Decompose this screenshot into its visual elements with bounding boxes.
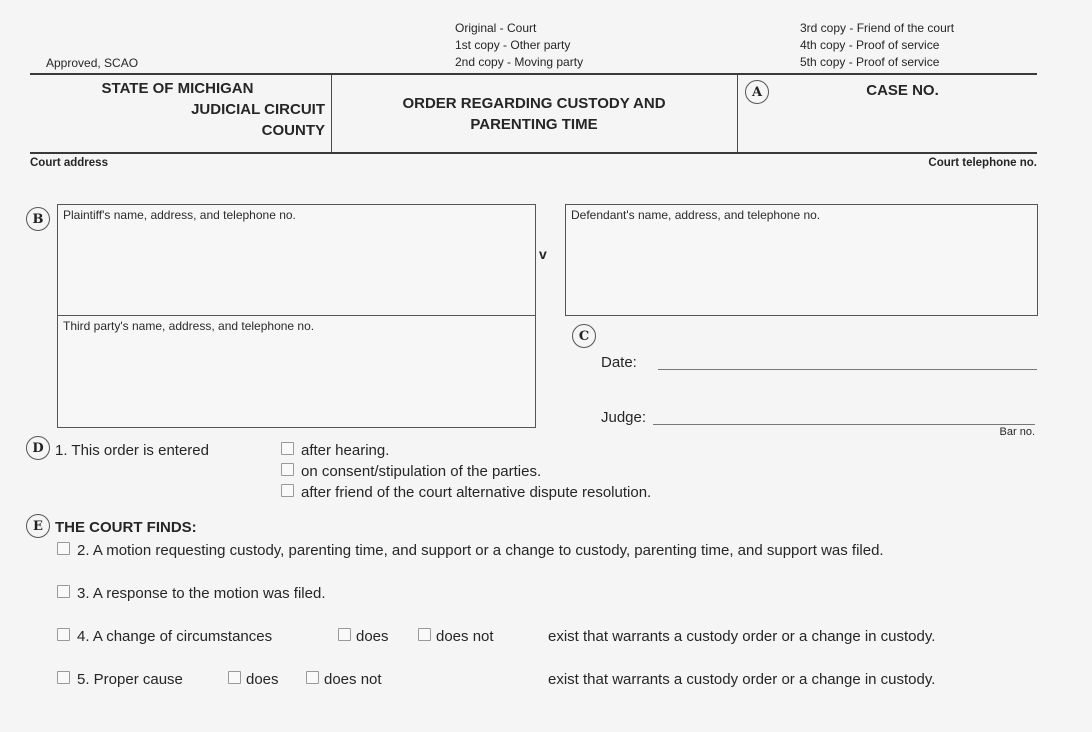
date-label: Date: xyxy=(601,354,637,371)
court-finds-heading: THE COURT FINDS: xyxy=(55,519,197,536)
item4-does-not-checkbox[interactable] xyxy=(418,628,431,641)
third-party-box-label: Third party's name, address, and telephone no. xyxy=(63,319,315,333)
copy-line: 4th copy - Proof of service xyxy=(800,38,940,52)
item5-does-label: does xyxy=(246,671,279,688)
copy-distribution-center xyxy=(455,20,583,71)
copy-line: 2nd copy - Moving party xyxy=(455,55,584,69)
item5-does-not-checkbox[interactable] xyxy=(306,671,319,684)
proper-cause-label: 5. Proper cause xyxy=(77,671,183,688)
header-top-rule xyxy=(30,73,1037,75)
item5-does-not-label: does not xyxy=(324,671,382,688)
item4-does-label: does xyxy=(356,628,389,645)
marker-b-badge: B xyxy=(26,207,50,231)
court-telephone-label: Court telephone no. xyxy=(928,157,1037,169)
copy-line: Original - Court xyxy=(455,21,537,35)
plaintiff-box[interactable] xyxy=(57,204,536,316)
item5-tail-label: exist that warrants a custody order or a change in custody. xyxy=(548,671,936,688)
foc-adr-checkbox[interactable] xyxy=(281,484,294,497)
item5-does-checkbox[interactable] xyxy=(228,671,241,684)
header-divider-right xyxy=(737,75,738,152)
marker-c-badge: C xyxy=(572,324,596,348)
response-filed-label: 3. A response to the motion was filed. xyxy=(77,585,326,602)
form-title-line: ORDER REGARDING CUSTODY AND xyxy=(402,95,666,112)
consent-stipulation-checkbox[interactable] xyxy=(281,463,294,476)
item4-does-not-label: does not xyxy=(436,628,494,645)
after-hearing-checkbox[interactable] xyxy=(281,442,294,455)
item4-tail-label: exist that warrants a custody order or a change in custody. xyxy=(548,628,936,645)
finding-item-2 xyxy=(57,540,884,561)
judge-line[interactable] xyxy=(653,407,1035,425)
marker-e-badge: E xyxy=(26,514,50,538)
header-bottom-rule xyxy=(30,152,1037,154)
motion-filed-checkbox[interactable] xyxy=(57,542,70,555)
third-party-box[interactable] xyxy=(57,315,536,428)
item4-does-checkbox[interactable] xyxy=(338,628,351,641)
foc-adr-label: after friend of the court alternative dispute resolution. xyxy=(301,484,652,501)
change-circumstances-checkbox[interactable] xyxy=(57,628,70,641)
copy-distribution-right xyxy=(800,20,954,71)
marker-d-badge: D xyxy=(26,436,50,460)
approved-scao-label: Approved, SCAO xyxy=(46,56,139,70)
county-label: COUNTY xyxy=(261,122,325,139)
consent-stipulation-label: on consent/stipulation of the parties. xyxy=(301,463,542,480)
state-of-michigan-label: STATE OF MICHIGAN xyxy=(101,80,254,97)
order-entered-lead: 1. This order is entered xyxy=(55,442,209,459)
case-no-field[interactable] xyxy=(775,100,1030,148)
bar-no-label: Bar no. xyxy=(999,426,1035,438)
judge-label: Judge: xyxy=(601,409,647,426)
finding-item-3 xyxy=(57,583,325,604)
case-no-label: CASE NO. xyxy=(866,82,939,99)
versus-label: v xyxy=(539,246,547,262)
copy-line: 1st copy - Other party xyxy=(455,38,571,52)
defendant-box[interactable] xyxy=(565,204,1038,316)
marker-a-badge: A xyxy=(745,80,769,104)
order-entered-option xyxy=(281,461,541,482)
form-title-line: PARENTING TIME xyxy=(470,116,598,133)
copy-line: 3rd copy - Friend of the court xyxy=(800,21,955,35)
motion-filed-label: 2. A motion requesting custody, parenting time, and support or a change to custody, parenting time, and support was filed. xyxy=(77,542,884,559)
form-title xyxy=(331,93,737,135)
copy-line: 5th copy - Proof of service xyxy=(800,55,940,69)
judicial-circuit-label: JUDICIAL CIRCUIT xyxy=(191,101,325,118)
proper-cause-checkbox[interactable] xyxy=(57,671,70,684)
court-address-label: Court address xyxy=(30,157,108,169)
after-hearing-label: after hearing. xyxy=(301,442,390,459)
date-line[interactable] xyxy=(658,352,1037,370)
order-entered-option xyxy=(281,440,389,461)
change-circumstances-label: 4. A change of circumstances xyxy=(77,628,273,645)
order-entered-option xyxy=(281,482,651,503)
defendant-box-label: Defendant's name, address, and telephone no. xyxy=(571,208,821,222)
response-filed-checkbox[interactable] xyxy=(57,585,70,598)
plaintiff-box-label: Plaintiff's name, address, and telephone no. xyxy=(63,208,296,222)
